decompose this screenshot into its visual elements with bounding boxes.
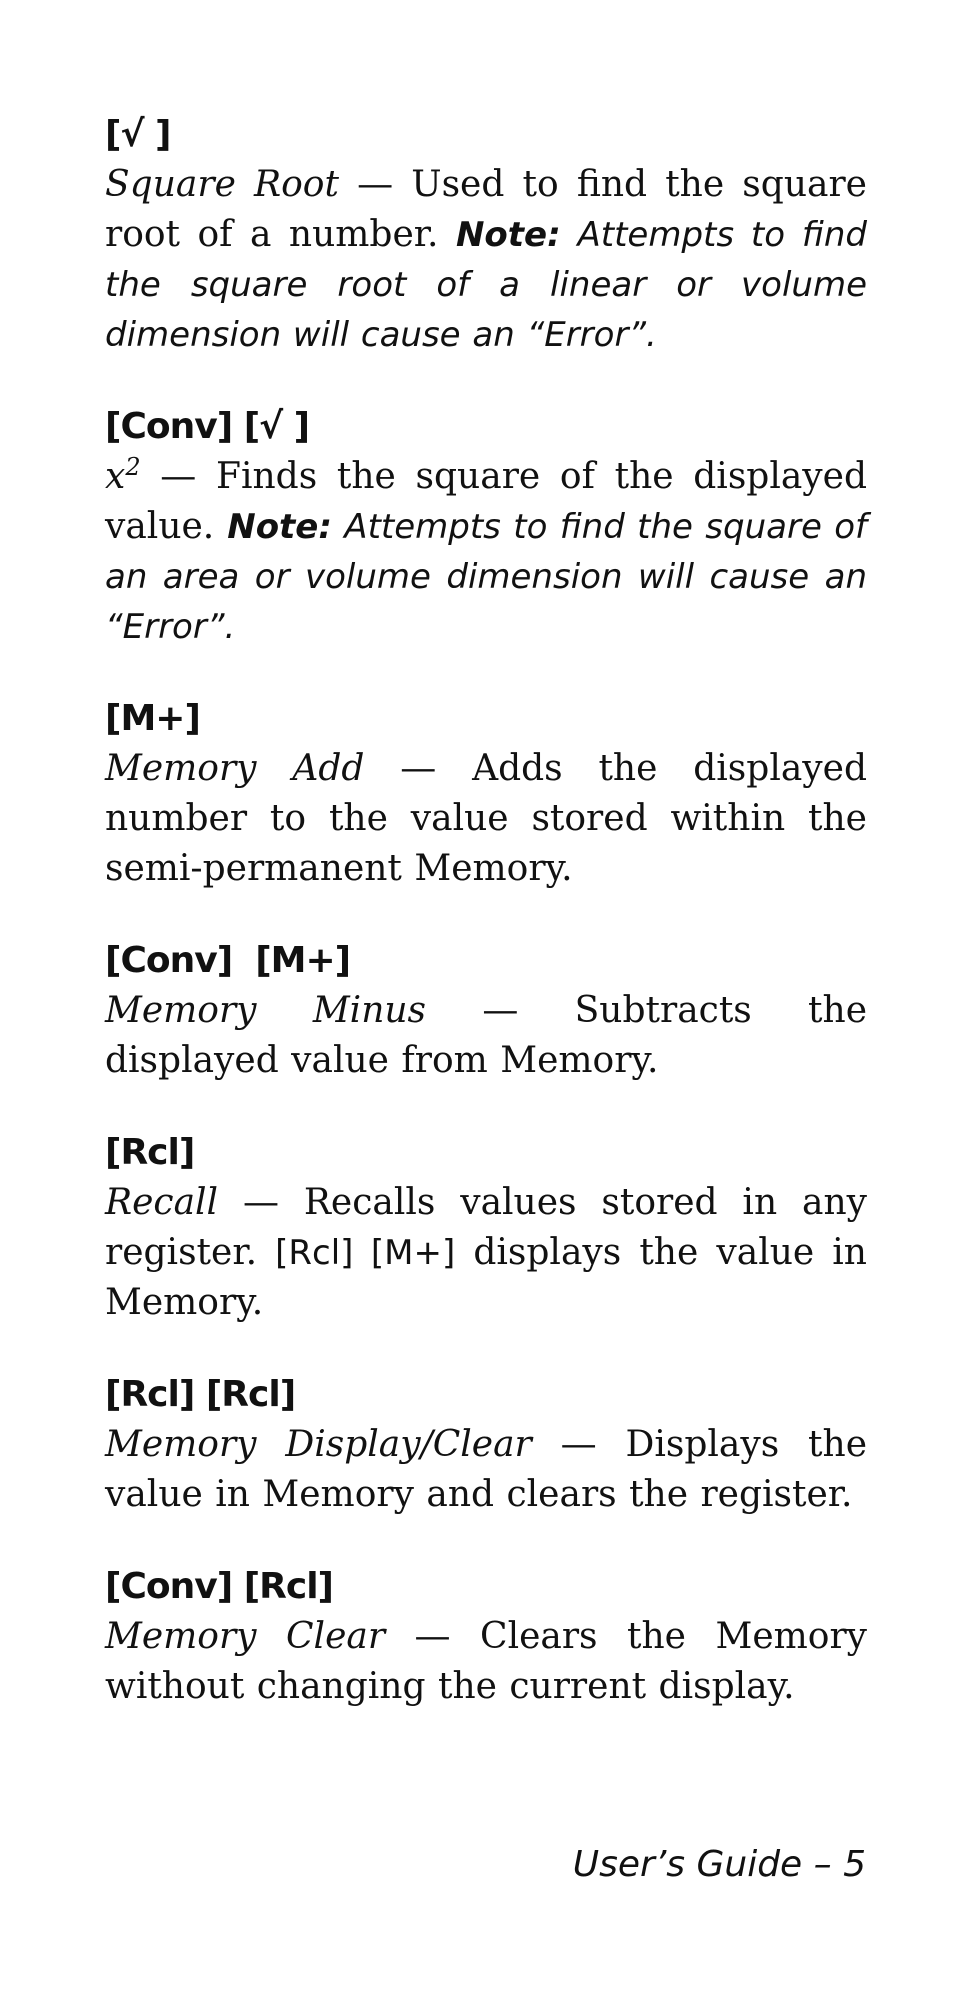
note-label: Note: bbox=[455, 215, 561, 255]
entry-term: Recall bbox=[105, 1182, 219, 1223]
note-text: Attempts to find the square of an area or volume dimension will cause an “Error”. bbox=[105, 507, 867, 647]
entry-description bbox=[105, 986, 867, 1086]
entry-memory-add bbox=[105, 696, 867, 894]
key-label: [Conv] [√ ] bbox=[105, 406, 310, 447]
entry-description bbox=[105, 1420, 867, 1520]
entry-memory-clear bbox=[105, 1564, 867, 1712]
entry-term bbox=[105, 453, 141, 497]
entry-text: — Adds the displayed number to the value stored within the semi-permanent Memory. bbox=[105, 748, 867, 889]
entry-description bbox=[105, 1612, 867, 1712]
entry-text-after: displays the value in Memory. bbox=[105, 1232, 867, 1323]
manual-page bbox=[105, 112, 867, 1756]
page-footer: User’s Guide – 5 bbox=[572, 1844, 866, 1885]
key-label: [√ ] bbox=[105, 114, 171, 155]
entry-recall bbox=[105, 1130, 867, 1328]
note-label: Note: bbox=[227, 507, 332, 547]
entry-text: — Recalls values stored in any register. bbox=[105, 1182, 867, 1273]
entry-description bbox=[105, 452, 867, 652]
note-text: Attempts to find the square root of a linear or volume dimension will cause an “Error”. bbox=[105, 215, 867, 355]
entry-term: Memory Display/Clear bbox=[105, 1424, 532, 1465]
inline-key-label: [Rcl] [M+] bbox=[275, 1233, 456, 1273]
entry-term: Memory Add bbox=[105, 748, 365, 789]
key-label: [Rcl] bbox=[105, 1132, 195, 1173]
key-label: [M+] bbox=[105, 698, 200, 739]
key-label: [Conv] [M+] bbox=[105, 940, 351, 981]
term-base: x bbox=[105, 456, 126, 497]
entry-term: Memory Clear bbox=[105, 1616, 386, 1657]
entry-text: — Subtracts the displayed value from Memory. bbox=[105, 990, 868, 1081]
entry-text: — Displays the value in Memory and clears the register. bbox=[105, 1424, 867, 1515]
entry-text: — Clears the Memory without changing the current display. bbox=[105, 1616, 867, 1707]
key-label: [Conv] [Rcl] bbox=[105, 1566, 333, 1607]
entry-description bbox=[105, 744, 867, 894]
entry-text: — Finds the square of the displayed value. bbox=[105, 456, 867, 547]
entry-term: Square Root bbox=[105, 164, 339, 205]
entry-description bbox=[105, 160, 867, 360]
entry-memory-display-clear bbox=[105, 1372, 867, 1520]
term-superscript: 2 bbox=[125, 453, 141, 481]
entry-term: Memory Minus bbox=[105, 990, 427, 1031]
entry-text: — Used to find the square root of a number. bbox=[105, 164, 867, 255]
entry-square bbox=[105, 404, 867, 652]
entry-square-root bbox=[105, 112, 867, 360]
entry-description bbox=[105, 1178, 867, 1328]
entry-memory-minus bbox=[105, 938, 867, 1086]
key-label: [Rcl] [Rcl] bbox=[105, 1374, 296, 1415]
